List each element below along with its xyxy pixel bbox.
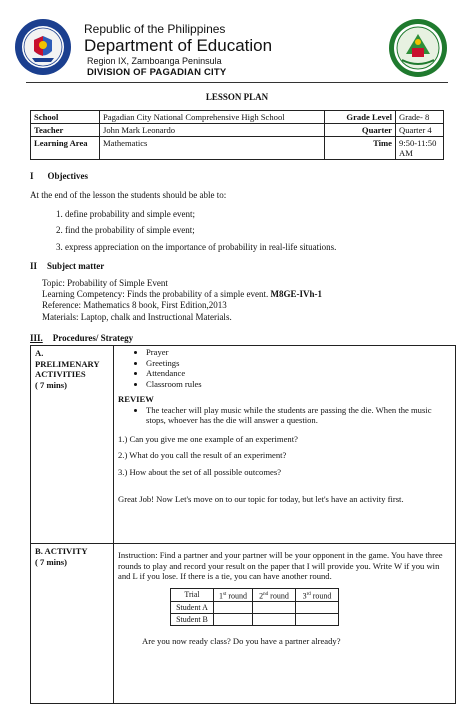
game-cell <box>296 614 339 626</box>
grade-value: Grade- 8 <box>396 111 444 124</box>
game-score-table <box>170 588 339 627</box>
activity-content <box>114 544 456 704</box>
area-label: Learning Area <box>31 137 100 160</box>
school-seal-logo <box>388 18 448 78</box>
game-header-round-3: 3rd round <box>296 588 339 602</box>
review-heading: REVIEW <box>118 394 154 404</box>
grade-label: Grade Level <box>325 111 396 124</box>
bullet-greetings: • Greetings <box>146 358 451 369</box>
school-value: Pagadian City National Comprehensive High School <box>100 111 325 124</box>
review-question-3: 3.) How about the set of all possible outcomes? <box>118 466 282 477</box>
game-header-round-1: 1st round <box>214 588 253 602</box>
game-header-round-2: 2nd round <box>253 588 296 602</box>
subject-materials: Materials: Laptop, chalk and Instructional Materials. <box>42 312 232 322</box>
subject-heading: II Subject matter <box>30 261 105 271</box>
header-republic: Republic of the Philippines <box>84 22 226 36</box>
school-label: School <box>31 111 100 124</box>
review-question-2: 2.) What do you call the result of an experiment? <box>118 450 287 460</box>
review-question-1: 1.) Can you give me one example of an experiment? <box>118 433 298 444</box>
game-row-student-a: Student A <box>171 602 214 614</box>
game-cell <box>214 602 253 614</box>
subject-topic: Topic: Probability of Simple Event <box>42 278 168 288</box>
objective-item-3: 3. express appreciation on the importance of probability in real-life situations. <box>56 242 337 252</box>
teacher-value: John Mark Leonardo <box>100 124 325 137</box>
objective-item-2: 2. find the probability of simple event; <box>56 225 195 235</box>
preliminary-bullets <box>118 347 451 389</box>
activity-label: B. ACTIVITY ( 7 mins) <box>31 544 114 704</box>
closing-question: Are you now ready class? Do you have a partner already? <box>142 636 341 647</box>
header-region: Region IX, Zamboanga Peninsula <box>87 56 222 66</box>
activity-instruction: Instruction: Find a partner and your partner will be your opponent in the game. You have three rounds to play and record your result on the paper that I will provide you. Write W if you win and L if you lose. If there is a tie, you can have another round. <box>118 550 443 581</box>
game-cell <box>214 614 253 626</box>
letterhead <box>0 0 474 90</box>
teacher-label: Teacher <box>31 124 100 137</box>
bullet-prayer: • Prayer <box>146 347 451 358</box>
area-value: Mathematics <box>100 137 325 160</box>
lesson-info-table <box>30 110 444 160</box>
procedures-heading: III. Procedures/ Strategy <box>30 333 134 343</box>
deped-seal-logo <box>14 18 72 76</box>
game-cell <box>296 602 339 614</box>
preliminary-label: A. PRELIMENARY ACTIVITIES ( 7 mins) <box>31 346 114 544</box>
header-divider <box>26 82 448 83</box>
time-label: Time <box>325 137 396 160</box>
time-value: 9:50-11:50 AM <box>396 137 444 160</box>
objectives-heading: I Objectives <box>30 171 89 181</box>
header-division: DIVISION OF PAGADIAN CITY <box>87 67 227 78</box>
review-instruction: • The teacher will play music while the students are passing the die. When the music stops, whoever has the die will answer a question. <box>146 405 451 426</box>
game-row-student-b: Student B <box>171 614 214 626</box>
procedures-table <box>30 345 456 704</box>
header-department: Department of Education <box>84 36 273 55</box>
preliminary-content <box>114 346 456 544</box>
subject-competency: Learning Competency: Finds the probability of a simple event. M8GE-IVh-1 <box>42 289 322 299</box>
subject-reference: Reference: Mathematics 8 book, First Edition,2013 <box>42 300 227 310</box>
objective-item-1: 1. define probability and simple event; <box>56 209 195 219</box>
game-cell <box>253 614 296 626</box>
transition-text: Great Job! Now Let's move on to our topic for today, but let's have an activity first. <box>118 494 404 504</box>
bullet-classroom-rules: • Classroom rules <box>146 379 451 390</box>
quarter-label: Quarter <box>325 124 396 137</box>
bullet-attendance: • Attendance <box>146 368 451 379</box>
game-cell <box>253 602 296 614</box>
quarter-value: Quarter 4 <box>396 124 444 137</box>
document-title: LESSON PLAN <box>205 92 269 102</box>
objectives-intro: At the end of the lesson the students should be able to: <box>30 190 227 200</box>
game-header-trial: Trial <box>171 588 214 602</box>
review-bullets <box>118 405 451 426</box>
